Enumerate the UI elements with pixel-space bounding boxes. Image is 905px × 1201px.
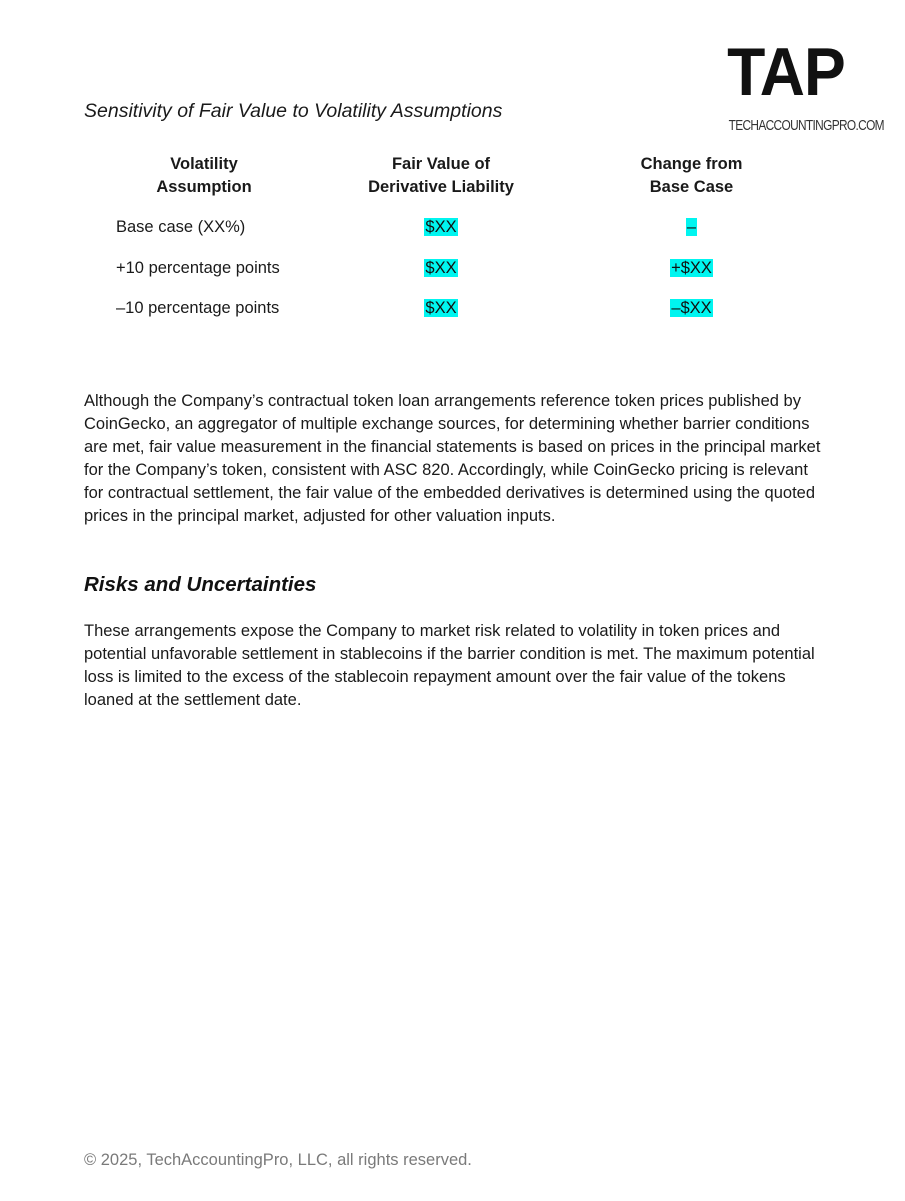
assumption-cell: –10 percentage points [116,299,280,317]
highlighted-value: –$XX [671,299,712,317]
change-cell [594,216,789,238]
highlighted-value: – [686,218,697,236]
sensitivity-table [84,153,824,338]
assumption-cell: Base case (XX%) [116,218,246,236]
assumption-cell: +10 percentage points [116,258,280,277]
header-fair-value: Fair Value of Derivative Liability [368,155,514,196]
table-row [84,257,824,298]
fair-value-cell [346,257,536,279]
header-volatility-assumption: Volatility Assumption [156,155,252,196]
risks-paragraph: These arrangements expose the Company to market risk related to volatility in token prices and potential unfavorable settlement in stablecoins if the barrier condition is met. The maximum potential loss is limited to the excess of the stablecoin repayment amount over the fair value of the tokens loaned at the settlement date. [84,622,815,709]
change-cell [594,257,789,279]
logo [716,34,884,134]
logo-subtitle: TECHACCOUNTINGPRO.COM [728,118,884,134]
table-row [84,297,824,338]
fair-value-cell [346,216,536,238]
copyright-footer: © 2025, TechAccountingPro, LLC, all rights reserved. [84,1151,472,1169]
highlighted-value: $XX [425,218,457,236]
header-change-from-base: Change from Base Case [640,155,743,196]
fair-value-cell [346,297,536,319]
highlighted-value: $XX [425,258,457,277]
coingecko-paragraph: Although the Company’s contractual token loan arrangements reference token prices published by CoinGecko, an aggregator of multiple exchange sources, for determining whether barrier conditions are met, fair value measurement in the financial statements is based on prices in the principal market for the Company’s token, consistent with ASC 820. Accordingly, while CoinGecko pricing is relevant for contractual settlement, the fair value of the embedded derivatives is determined using the quoted prices in the principal market, adjusted for other valuation inputs. [84,392,821,525]
logo-mark: TAP [727,34,845,110]
highlighted-value: $XX [425,299,457,317]
table-row [84,216,824,257]
sensitivity-table-title: Sensitivity of Fair Value to Volatility Assumptions [84,100,503,122]
risks-heading: Risks and Uncertainties [84,573,317,596]
highlighted-value: +$XX [671,258,712,277]
table-body [84,216,824,338]
change-cell [594,297,789,319]
table-header [84,153,824,213]
